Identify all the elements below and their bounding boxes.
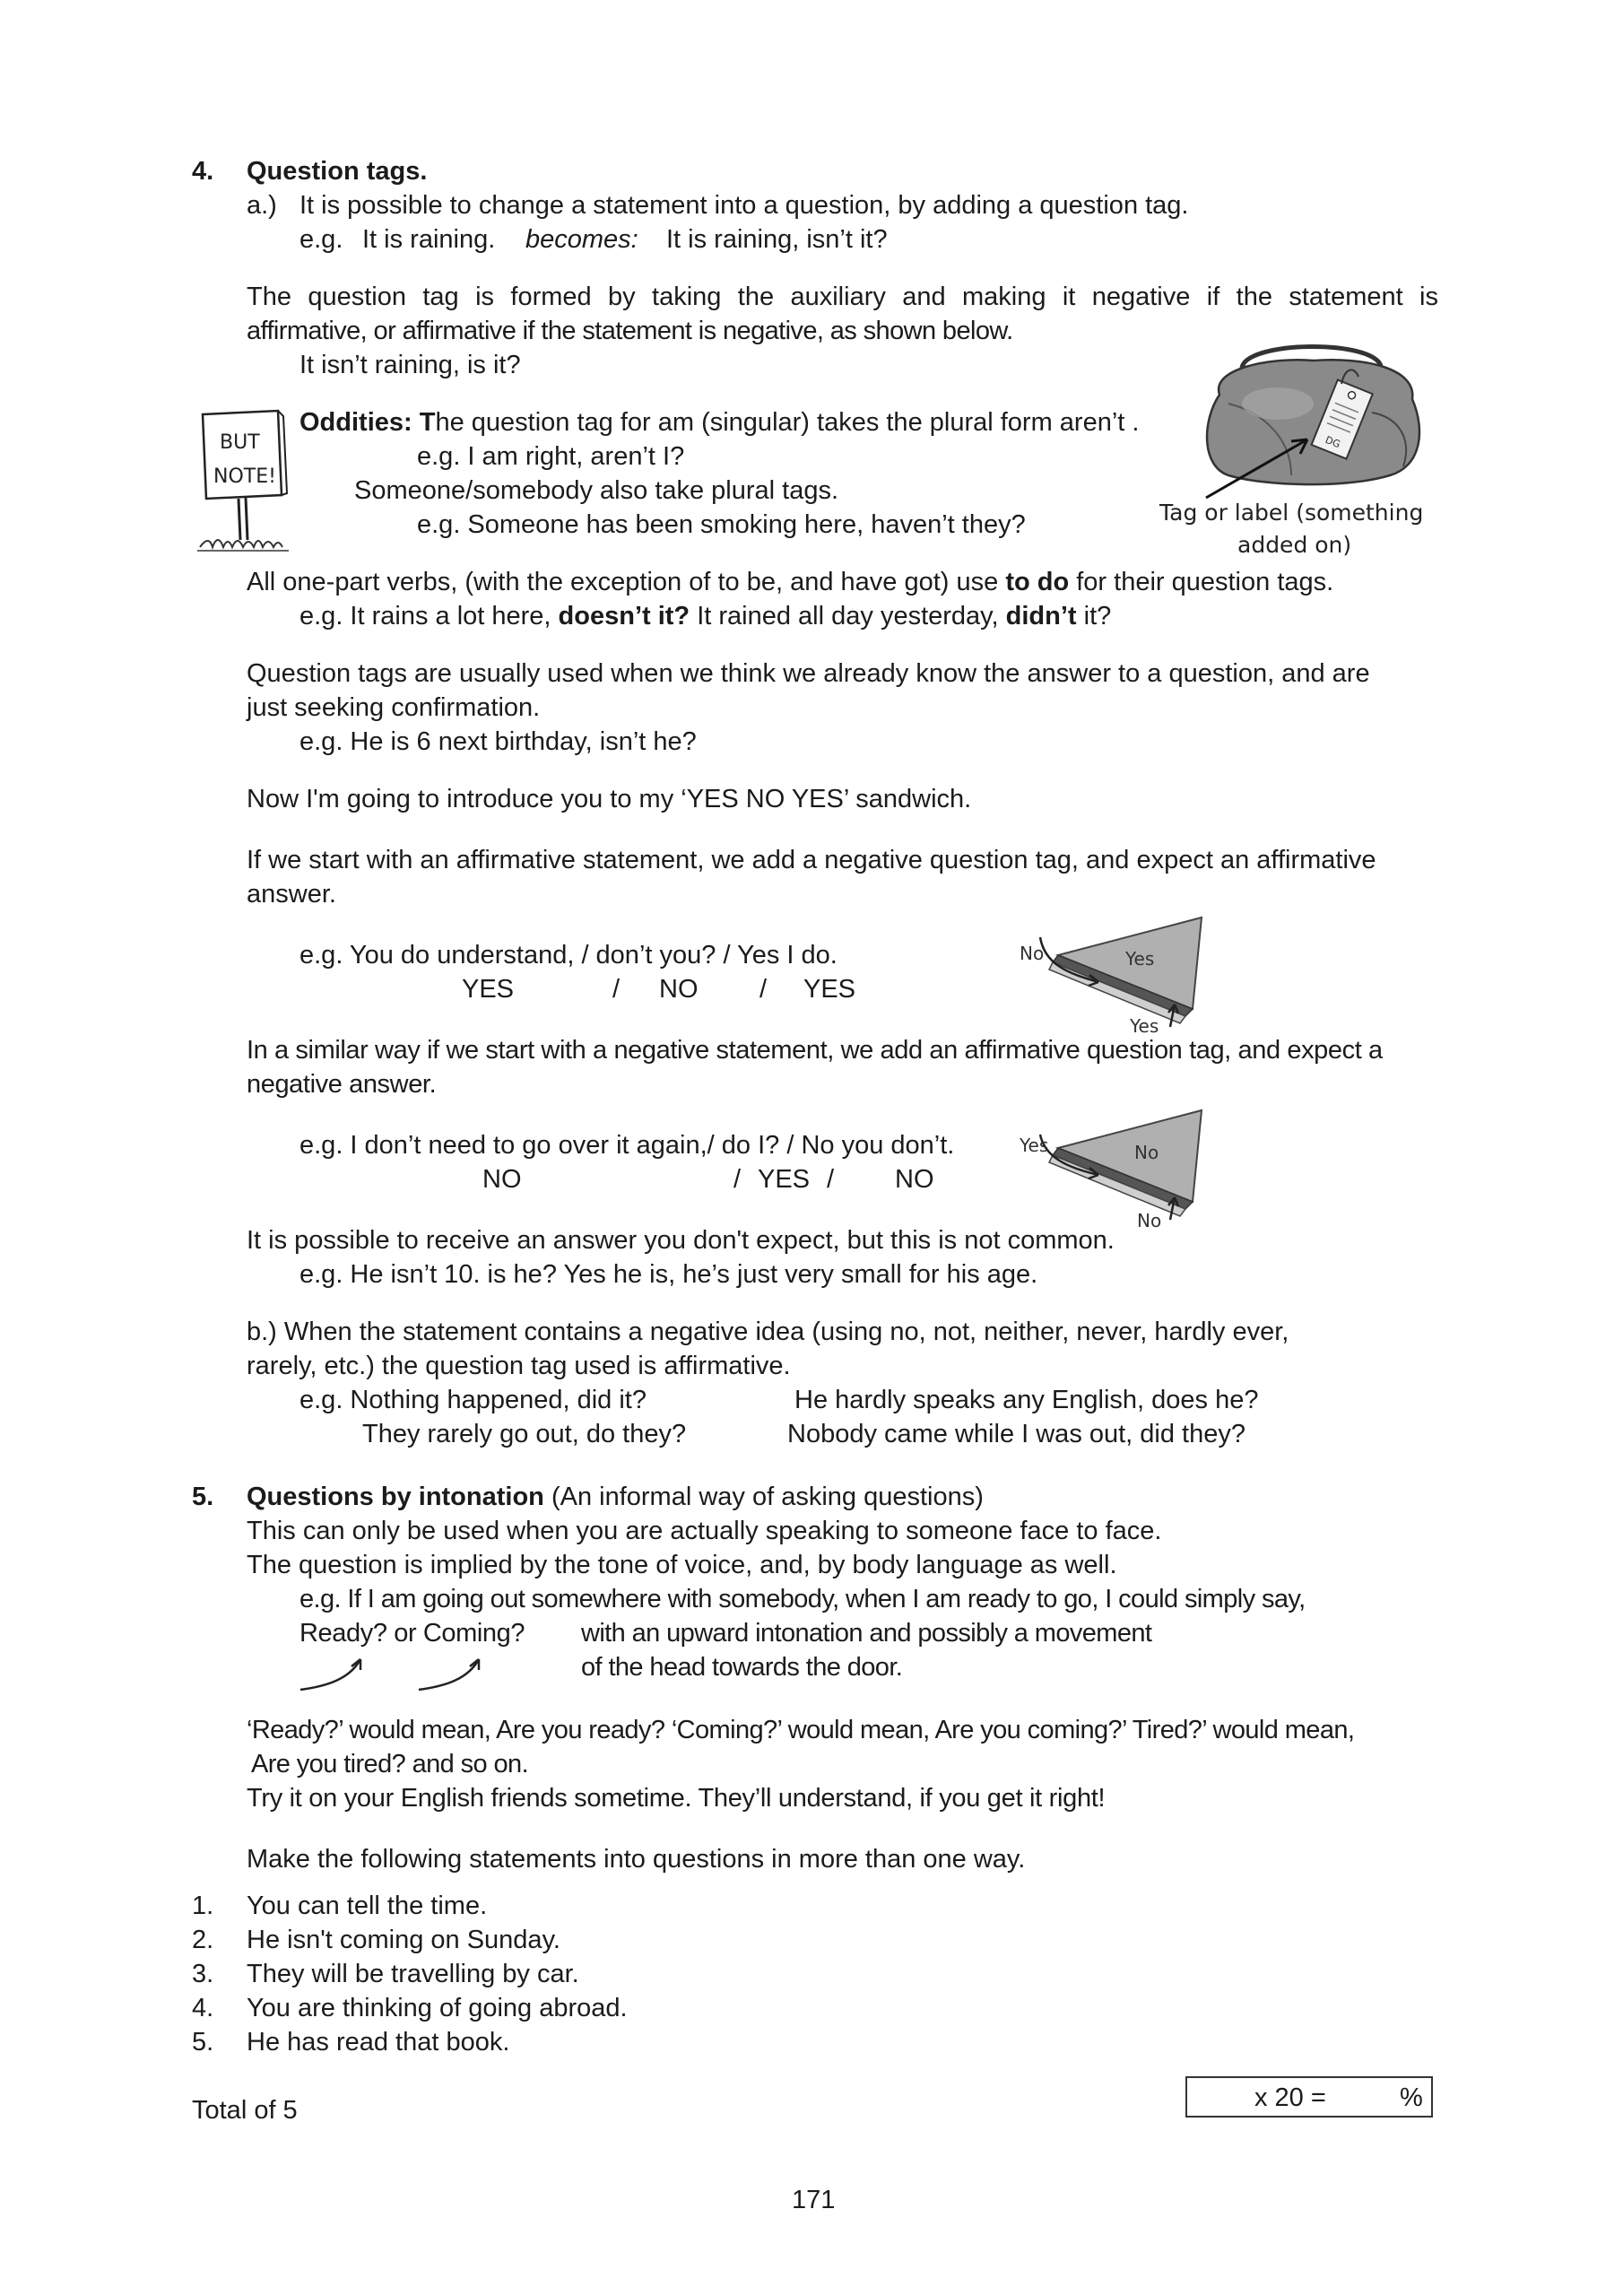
usage-line-2: just seeking confirmation.	[247, 693, 541, 722]
unexpected-answer-line: It is possible to receive an answer you don't expect, but this is not common.	[247, 1226, 1115, 1255]
oddities-someone-line: Someone/somebody also take plural tags.	[354, 476, 839, 505]
section-5-number: 5.	[192, 1483, 214, 1511]
exercise-item-3	[192, 1957, 579, 1991]
exercise-text: He has read that book.	[247, 2028, 510, 2057]
section-5-example-desc-2: of the head towards the door.	[581, 1653, 903, 1682]
neg-pattern-slash: /	[827, 1165, 835, 1194]
oddities-line	[299, 405, 1139, 439]
upward-intonation-arrow-icon	[414, 1652, 522, 1697]
score-percent: %	[1400, 2083, 1423, 2112]
example-question: It is raining, isn’t it?	[666, 225, 888, 254]
section-5-line-1: This can only be used when you are actually speaking to someone face to face.	[247, 1517, 1162, 1545]
exercise-text: You can tell the time.	[247, 1892, 488, 1920]
one-part-verbs-line	[247, 565, 1333, 599]
aff-pattern-no: NO	[659, 975, 699, 1004]
exercise-number: 1.	[192, 1892, 214, 1920]
exercise-text: He isn't coming on Sunday.	[247, 1926, 560, 1954]
sandwich-2-label-no-bottom: No	[1137, 1210, 1162, 1231]
usage-example: e.g. He is 6 next birthday, isn’t he?	[299, 727, 697, 756]
oddities-text: he question tag for am (singular) takes the plural form aren’t .	[435, 408, 1140, 437]
upward-intonation-arrow-icon	[296, 1652, 404, 1697]
neg-pattern-no: NO	[895, 1165, 934, 1194]
exercise-text: You are thinking of going abroad.	[247, 1994, 628, 2022]
tag-pointer-arrow-icon	[1202, 422, 1327, 502]
sandwich-yes-no-yes-icon	[1013, 910, 1219, 1036]
section-4-title: Question tags.	[247, 157, 428, 186]
exercise-item-1	[192, 1889, 487, 1923]
example-part: It rained all day yesterday,	[690, 602, 1006, 631]
example-statement: It is raining.	[362, 225, 496, 254]
sandwich-1-label-yes-top: Yes	[1125, 948, 1155, 970]
aff-pattern-slash: /	[759, 975, 768, 1004]
part-a-label: a.)	[247, 191, 277, 220]
example-part: it?	[1076, 602, 1112, 631]
exercise-item-2	[192, 1923, 560, 1957]
part-b-line-2: rarely, etc.) the question tag used is affirmative.	[247, 1352, 791, 1380]
neg-pattern-no: NO	[482, 1165, 522, 1194]
exercise-number: 5.	[192, 2028, 214, 2057]
part-b-example-1-right: He hardly speaks any English, does he?	[794, 1386, 1259, 1414]
paragraph-tag-formation-2: affirmative, or affirmative if the statement is negative, as shown below.	[247, 317, 1013, 345]
part-a-text: It is possible to change a statement into a question, by adding a question tag.	[299, 191, 1189, 220]
sandwich-intro: Now I'm going to introduce you to my ‘YES NO YES’ sandwich.	[247, 785, 972, 813]
example-isnt-raining: It isn’t raining, is it?	[299, 351, 521, 379]
negative-line-2: negative answer.	[247, 1070, 437, 1099]
neg-pattern-yes: YES	[758, 1165, 811, 1194]
sandwich-1-label-no: No	[1020, 943, 1045, 964]
oddities-example-1: e.g. I am right, aren’t I?	[417, 442, 685, 471]
page-number: 171	[792, 2186, 836, 2214]
example-becomes: becomes:	[525, 225, 638, 254]
negative-example: e.g. I don’t need to go over it again,/ do I? / No you don’t.	[299, 1131, 955, 1160]
one-part-verbs-example	[299, 599, 1111, 633]
aff-pattern-yes: YES	[803, 975, 856, 1004]
meaning-line-2: Are you tired? and so on.	[251, 1750, 529, 1779]
one-part-verbs-text-end: for their question tags.	[1069, 568, 1334, 596]
part-b-example-1-left: e.g. Nothing happened, did it?	[299, 1386, 647, 1414]
exercise-text: They will be travelling by car.	[247, 1960, 579, 1988]
negative-line-1: In a similar way if we start with a negative statement, we add an affirmative question tag, and expect a	[247, 1036, 1383, 1065]
score-box[interactable]	[1185, 2076, 1433, 2118]
example-prefix: e.g.	[299, 225, 343, 254]
section-5-title-note: (An informal way of asking questions)	[543, 1483, 984, 1511]
section-5-example-line: e.g. If I am going out somewhere with somebody, when I am ready to go, I could simply say,	[299, 1585, 1306, 1613]
example-part: e.g. It rains a lot here,	[299, 602, 559, 631]
unexpected-answer-example: e.g. He isn’t 10. is he? Yes he is, he’s just very small for his age.	[299, 1260, 1038, 1289]
affirmative-line-1: If we start with an affirmative statement, we add a negative question tag, and expect an affirmative	[247, 846, 1376, 874]
meaning-line-1: ‘Ready?’ would mean, Are you ready? ‘Coming?’ would mean, Are you coming?’ Tired?’ would mean,	[247, 1716, 1355, 1744]
aff-pattern-yes: YES	[462, 975, 515, 1004]
exercise-number: 4.	[192, 1994, 214, 2022]
example-bold-tag: doesn’t it?	[558, 602, 690, 631]
example-bold-tag: didn’t	[1005, 602, 1077, 631]
tag-caption-line-2: added on)	[1237, 532, 1352, 558]
exercise-instruction: Make the following statements into questions in more than one way.	[247, 1845, 1026, 1874]
section-5-title: Questions by intonation	[247, 1483, 544, 1511]
sandwich-no-yes-no-icon	[1013, 1103, 1219, 1229]
part-b-line-1: b.) When the statement contains a negative idea (using no, not, neither, never, hardly ever,	[247, 1318, 1289, 1346]
exercise-item-5	[192, 2025, 509, 2059]
sign-text-but: BUT	[220, 431, 260, 454]
score-formula: x 20 =	[1254, 2083, 1326, 2112]
section-4-number: 4.	[192, 157, 214, 186]
exercise-number: 3.	[192, 1960, 214, 1988]
sandwich-2-label-no-top: No	[1134, 1142, 1159, 1163]
part-b-example-2-right: Nobody came while I was out, did they?	[787, 1420, 1245, 1448]
one-part-verbs-text: All one-part verbs, (with the exception of to be, and have got) use	[247, 568, 1006, 596]
usage-line-1: Question tags are usually used when we think we already know the answer to a question, and are	[247, 659, 1370, 688]
exercise-item-4	[192, 1991, 628, 2025]
affirmative-line-2: answer.	[247, 880, 336, 909]
paragraph-tag-formation-1: The question tag is formed by taking the auxiliary and making it negative if the statement is	[247, 283, 1438, 311]
sandwich-2-label-yes: Yes	[1020, 1135, 1049, 1156]
oddities-example-2: e.g. Someone has been smoking here, haven’t they?	[417, 510, 1026, 539]
neg-pattern-slash: /	[733, 1165, 742, 1194]
tag-caption-line-1: Tag or label (something	[1159, 500, 1424, 526]
sandwich-1-label-yes-bottom: Yes	[1130, 1015, 1159, 1037]
aff-pattern-slash: /	[612, 975, 621, 1004]
section-5-example-words: Ready? or Coming?	[299, 1619, 525, 1648]
try-it-line: Try it on your English friends sometime. They’ll understand, if you get it right!	[247, 1784, 1106, 1813]
one-part-verbs-bold: to do	[1005, 568, 1070, 596]
total-label: Total of 5	[192, 2096, 298, 2125]
section-5-title-line	[247, 1480, 984, 1514]
section-5-example-desc-1: with an upward intonation and possibly a movement	[581, 1619, 1152, 1648]
section-5-line-2: The question is implied by the tone of voice, and, by body language as well.	[247, 1551, 1117, 1579]
affirmative-example: e.g. You do understand, / don’t you? / Yes I do.	[299, 941, 838, 970]
bag-tag-text: DG	[1324, 433, 1342, 451]
part-b-example-2-left: They rarely go out, do they?	[362, 1420, 687, 1448]
exercise-number: 2.	[192, 1926, 214, 1954]
oddities-label: Oddities: T	[299, 408, 436, 437]
sign-text-note: NOTE!	[213, 465, 276, 488]
